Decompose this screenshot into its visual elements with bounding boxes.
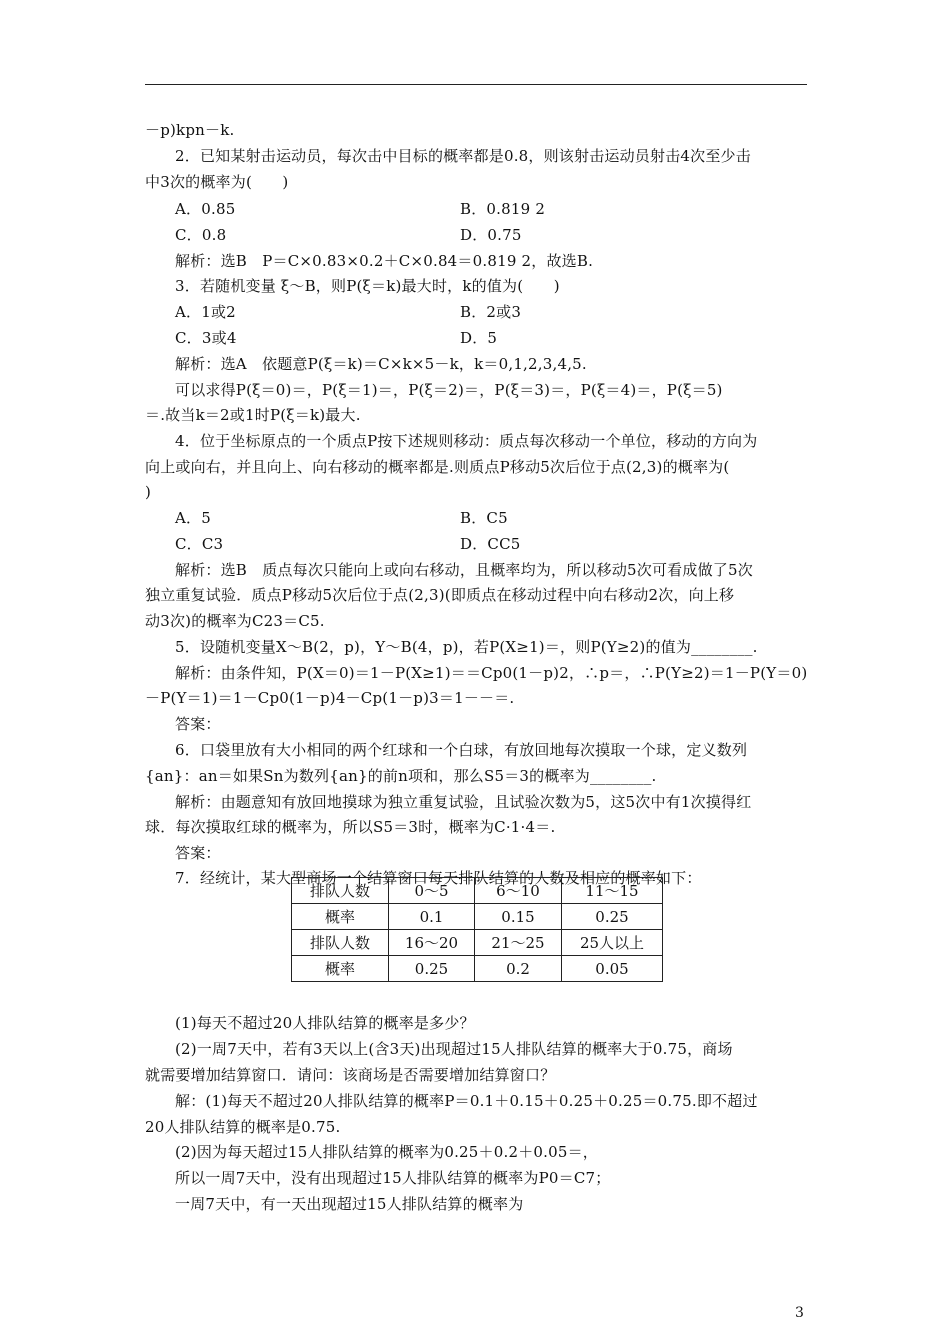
text-line: 独立重复试验．质点P移动5次后位于点(2,3)(即质点在移动过程中向右移动2次，向上移	[145, 586, 735, 604]
question-2: 2．已知某射击运动员，每次击中目标的概率都是0.8，则该射击运动员射击4次至少击	[175, 147, 751, 165]
question-6: 6．口袋里放有大小相同的两个红球和一个白球，有放回地每次摸取一个球，定义数列	[175, 741, 748, 759]
solution-3: 解析：选A 依题意P(ξ＝k)＝C×k×5－k，k＝0,1,2,3,4,5.	[175, 355, 587, 373]
queue-probability-table	[291, 877, 663, 982]
question-7-part-2: (2)一周7天中，若有3天以上(含3天)出现超过15人排队结算的概率大于0.75，商场	[175, 1040, 733, 1058]
solution-7: 解：(1)每天不超过20人排队结算的概率P＝0.1＋0.15＋0.25＋0.25＝0.75.即不超过	[175, 1092, 758, 1110]
table-row	[292, 930, 663, 956]
answer-label: 答案：	[175, 715, 221, 733]
answer-label: 答案：	[175, 844, 221, 862]
text-line: 中3次的概率为( )	[145, 173, 289, 191]
option-a: A．0.85	[175, 200, 236, 218]
option-d: D．CC5	[460, 535, 521, 553]
option-b: B．2或3	[460, 303, 522, 321]
solution-6: 解析：由题意知有放回地摸球为独立重复试验，且试验次数为5，这5次中有1次摸得红	[175, 793, 752, 811]
table-cell: 16～20	[389, 930, 475, 956]
solution-4: 解析：选B 质点每次只能向上或向右移动，且概率均为，所以移动5次可看成做了5次	[175, 561, 753, 579]
option-d: D．0.75	[460, 226, 522, 244]
table-row	[292, 904, 663, 930]
table-cell: 21～25	[475, 930, 562, 956]
text-line: －P(Y＝1)＝1－Cp0(1－p)4－Cp(1－p)3＝1－－＝.	[145, 689, 515, 707]
solution-5: 解析：由条件知，P(X＝0)＝1－P(X≥1)＝＝Cp0(1－p)2，∴p＝，∴P(Y≥2)＝1－P(Y＝0)	[175, 664, 808, 682]
text-line: )	[145, 483, 152, 501]
table-cell: 0.05	[562, 956, 663, 982]
question-4: 4．位于坐标原点的一个质点P按下述规则移动：质点每次移动一个单位，移动的方向为	[175, 432, 758, 450]
text-line: 20人排队结算的概率是0.75.	[145, 1118, 341, 1136]
table-cell: 概率	[292, 956, 389, 982]
table-cell: 排队人数	[292, 878, 389, 904]
question-5: 5．设随机变量X～B(2，p)，Y～B(4，p)，若P(X≥1)＝，则P(Y≥2)的值为________.	[175, 638, 758, 656]
text-line: 可以求得P(ξ＝0)＝，P(ξ＝1)＝，P(ξ＝2)＝，P(ξ＝3)＝，P(ξ＝4)＝，P(ξ＝5)	[175, 381, 723, 399]
question-7: 7．经统计，某大型商场一个结算窗口每天排队结算的人数及相应的概率如下：	[175, 869, 702, 887]
option-b: B．C5	[460, 509, 508, 527]
option-c: C．3或4	[175, 329, 237, 347]
text-line: 就需要增加结算窗口．请问：该商场是否需要增加结算窗口？	[145, 1066, 556, 1084]
table-cell: 排队人数	[292, 930, 389, 956]
text-line: 向上或向右，并且向上、向右移动的概率都是.则质点P移动5次后位于点(2,3)的概率为(	[145, 458, 730, 476]
text-line: －p)kpn－k.	[145, 121, 235, 139]
table-cell: 25人以上	[562, 930, 663, 956]
option-a: A．5	[175, 509, 211, 527]
table-row	[292, 878, 663, 904]
table-cell: 11～15	[562, 878, 663, 904]
text-line: 动3次)的概率为C23＝C5.	[145, 612, 325, 630]
solution-2: 解析：选B P＝C×0.83×0.2＋C×0.84＝0.819 2，故选B.	[175, 252, 594, 270]
table-cell: 6～10	[475, 878, 562, 904]
question-7-part-1: (1)每天不超过20人排队结算的概率是多少？	[175, 1014, 475, 1032]
text-line: (2)因为每天超过15人排队结算的概率为0.25＋0.2＋0.05＝，	[175, 1143, 598, 1161]
text-line: 所以一周7天中，没有出现超过15人排队结算的概率为P0＝C7；	[175, 1169, 611, 1187]
table-row	[292, 956, 663, 982]
text-line: ＝.故当k＝2或1时P(ξ＝k)最大.	[145, 406, 361, 424]
question-3: 3．若随机变量 ξ～B，则P(ξ＝k)最大时，k的值为( )	[175, 277, 560, 295]
table-cell: 0.2	[475, 956, 562, 982]
option-c: C．0.8	[175, 226, 227, 244]
text-line: 球．每次摸取红球的概率为，所以S5＝3时，概率为C·1·4＝.	[145, 818, 556, 836]
page-number: 3	[795, 1305, 804, 1321]
table-cell: 0.25	[389, 956, 475, 982]
table-cell: 0.15	[475, 904, 562, 930]
text-line: 一周7天中，有一天出现超过15人排队结算的概率为	[175, 1195, 524, 1213]
option-b: B．0.819 2	[460, 200, 546, 218]
table-cell: 0.25	[562, 904, 663, 930]
table-cell: 概率	[292, 904, 389, 930]
header-rule	[145, 84, 807, 85]
text-line: {an}：an＝如果Sn为数列{an}的前n项和，那么S5＝3的概率为________.	[145, 767, 657, 785]
table-cell: 0.1	[389, 904, 475, 930]
table-cell: 0～5	[389, 878, 475, 904]
option-d: D．5	[460, 329, 498, 347]
option-c: C．C3	[175, 535, 224, 553]
option-a: A．1或2	[175, 303, 236, 321]
